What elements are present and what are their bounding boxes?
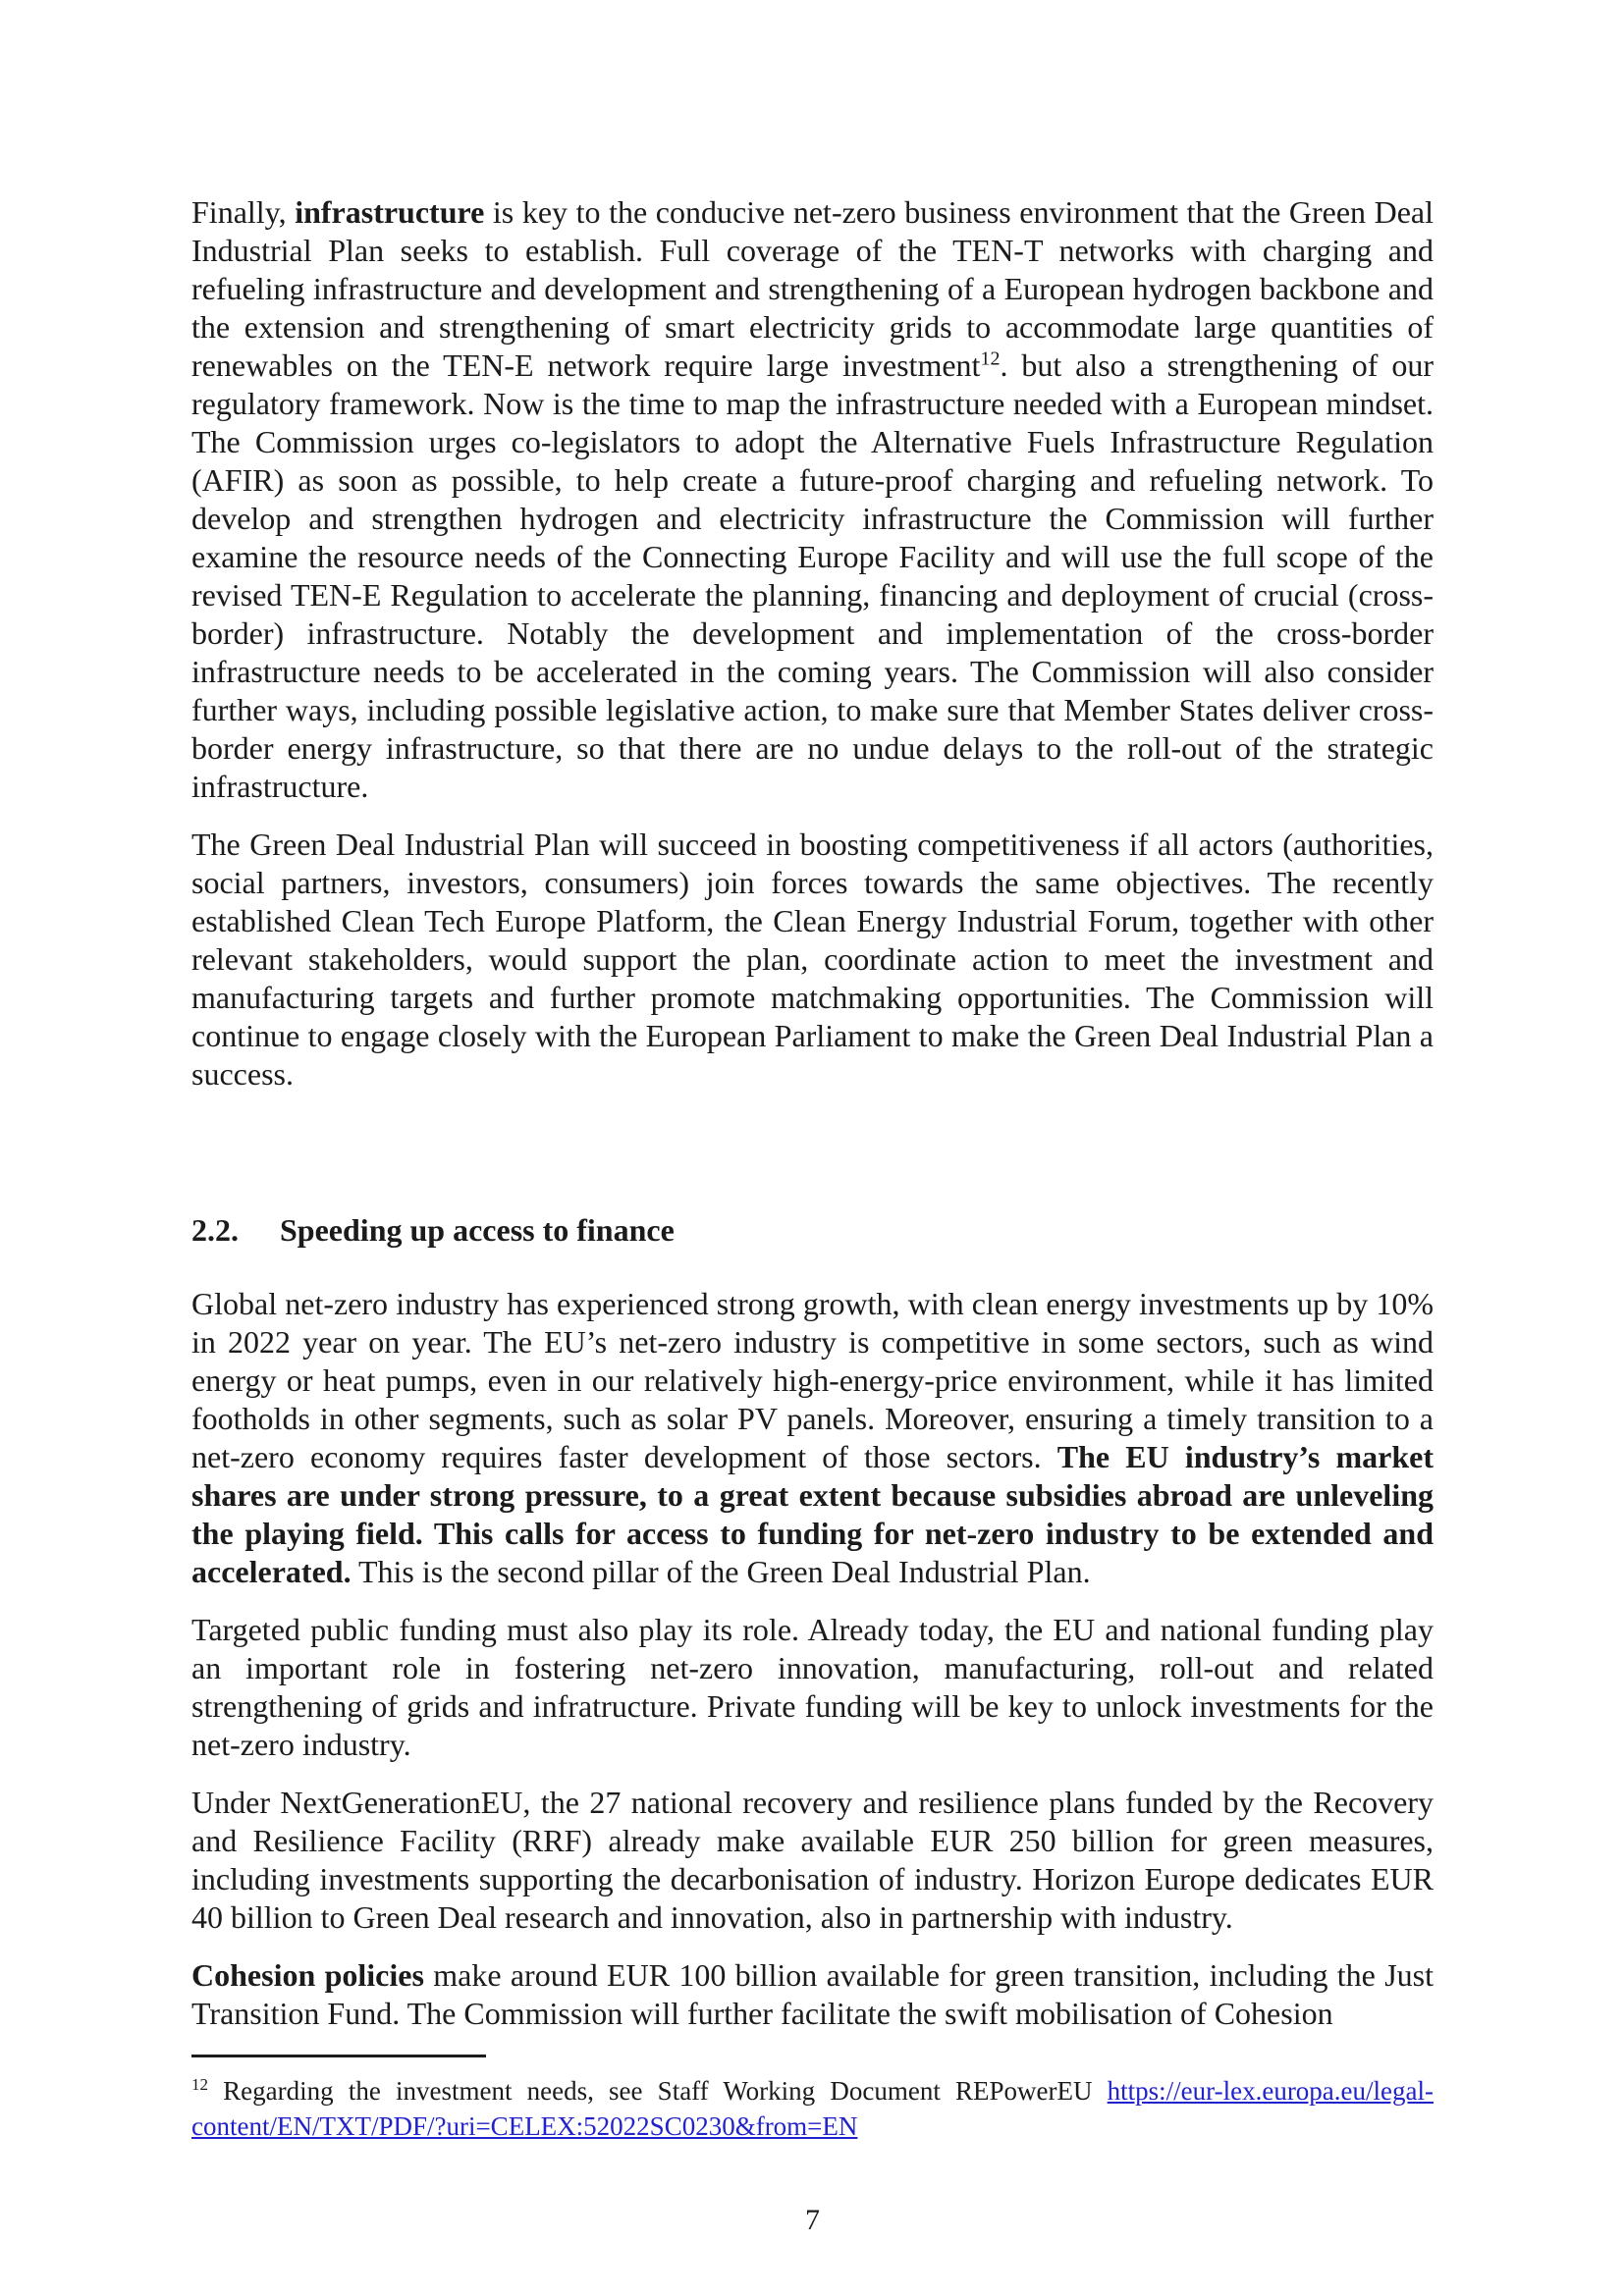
document-body xyxy=(191,193,1434,2033)
text-run: make around EUR 100 billion available for green transition, including the Just Transition Fund. The Commission will further facilitate the swift mobilisation of Cohesion xyxy=(191,1957,1435,2031)
footnote-link[interactable]: https://eur-lex.europa.eu/legal-content/EN/TXT/PDF/?uri=CELEX:52022SC0230&from=EN xyxy=(191,2076,1434,2141)
page-number: 7 xyxy=(805,2204,820,2236)
footnote-reference: 12 xyxy=(980,347,1001,370)
text-run: is key to the conducive net-zero business environment that the Green Deal Industrial Plan seeks to establish. Full coverage of the TEN-T networks with charging and refueling infrastructure and development and strengthening of a European hydrogen backbone and the extension and strengthening of smart electricity grids to accommodate large quantities of renewables on the TEN-E network require large investment xyxy=(191,194,1435,383)
paragraph xyxy=(191,1784,1434,1937)
paragraph xyxy=(191,1611,1434,1764)
footnote xyxy=(191,2073,1434,2144)
paragraph xyxy=(191,826,1434,1094)
text-run: Finally, xyxy=(191,194,296,230)
text-run: . but also a strengthening of our regulatory framework. Now is the time to map the infrastructure needed with a European mindset. The Commission urges co-legislators to adopt the Alternative Fuels Infrastructure Regulation (AFIR) as soon as possible, to help create a future-proof charging and refueling network. To develop and strengthen hydrogen and electricity infrastructure the Commission will further examine the resource needs of the Connecting Europe Facility and will use the full scope of the revised TEN-E Regulation to accelerate the planning, financing and deployment of crucial (cross-border) infrastructure. Notably the development and implementation of the cross-border infrastructure needs to be accelerated in the coming years. The Commission will also consider further ways, including possible legislative action, to make sure that Member States deliver cross-border energy infrastructure, so that there are no undue delays to the roll-out of the strategic infrastructure. xyxy=(191,347,1435,804)
bold-text-run: Cohesion policies xyxy=(191,1957,424,1993)
footnote-text: Regarding the investment needs, see Staff Working Document REPowerEU xyxy=(208,2076,1108,2106)
section-title: Speeding up access to finance xyxy=(280,1212,675,1248)
text-run: Targeted public funding must also play its role. Already today, the EU and national funding play an important role in fostering net-zero innovation, manufacturing, roll-out and related strengthening of grids and infratructure. Private funding will be key to unlock investments for the net-zero industry. xyxy=(191,1612,1434,1762)
text-run: The Green Deal Industrial Plan will succeed in boosting competitiveness if all actors (authorities, social partners, investors, consumers) join forces towards the same objectives. The recently established Clean Tech Europe Platform, the Clean Energy Industrial Forum, together with other relevant stakeholders, would support the plan, coordinate action to meet the investment and manufacturing targets and further promote matchmaking opportunities. The Commission will continue to engage closely with the European Parliament to make the Green Deal Industrial Plan a success. xyxy=(191,827,1434,1092)
paragraph xyxy=(191,193,1434,806)
section-heading xyxy=(191,1211,1434,1250)
paragraph xyxy=(191,1956,1434,2033)
paragraph xyxy=(191,1285,1434,1591)
footnote-separator xyxy=(191,2055,486,2057)
bold-text-run: The EU industry’s market shares are under strong pressure, to a great extent because subsidies abroad are unleveling the playing field. This calls for access to funding for net-zero industry to be extended and accelerated. xyxy=(191,1439,1435,1589)
footnote-marker: 12 xyxy=(191,2075,208,2094)
bold-text-run: infrastructure xyxy=(295,194,485,230)
section-number: 2.2. xyxy=(191,1212,239,1248)
text-run: Under NextGenerationEU, the 27 national recovery and resilience plans funded by the Recovery and Resilience Facility (RRF) already make available EUR 250 billion for green measures, including investments supporting the decarbonisation of industry. Horizon Europe dedicates EUR 40 billion to Green Deal research and innovation, also in partnership with industry. xyxy=(191,1785,1434,1935)
text-run: Global net-zero industry has experienced strong growth, with clean energy investments up by 10% in 2022 year on year. The EU’s net-zero industry is competitive in some sectors, such as wind energy or heat pumps, even in our relatively high-energy-price environment, while it has limited footholds in other segments, such as solar PV panels. Moreover, ensuring a timely transition to a net-zero economy requires faster development of those sectors. xyxy=(191,1286,1434,1474)
text-run: This is the second pillar of the Green Deal Industrial Plan. xyxy=(351,1554,1091,1589)
